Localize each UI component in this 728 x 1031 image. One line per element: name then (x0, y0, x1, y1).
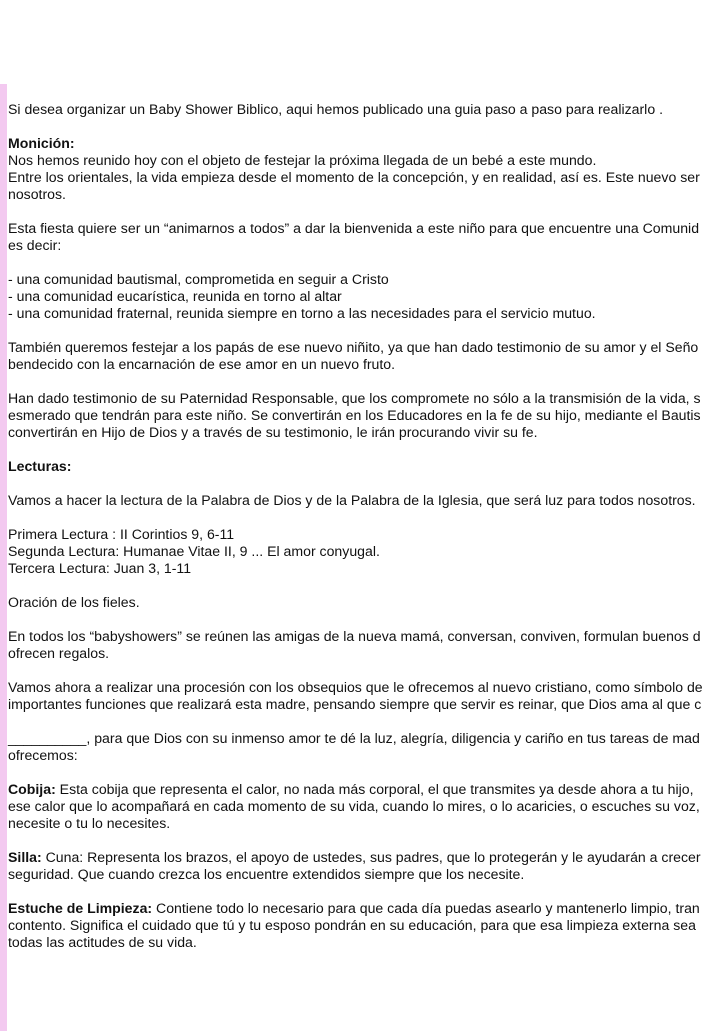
silla-line: Silla: Cuna: Representa los brazos, el apoyo de ustedes, sus padres, que lo protegerán y le ayudarán a crecer (8, 849, 701, 865)
dedicatoria-line: __________, para que Dios con su inmenso amor te dé la luz, alegría, diligencia y cariño en tus tareas de mad (8, 730, 700, 746)
babyshowers-line: ofrecen regalos. (8, 645, 110, 661)
fiesta-line: Esta fiesta quiere ser un “animarnos a todos” a dar la bienvenida a este niño para que encuentre una Comunid (8, 220, 700, 236)
lectura-item: Segunda Lectura: Humanae Vitae II, 9 ... El amor conyugal. (8, 543, 380, 559)
document-body (8, 101, 728, 951)
monicion-line: nosotros. (8, 186, 66, 202)
monicion-line: Nos hemos reunido hoy con el objeto de festejar la próxima llegada de un bebé a este mundo. (8, 152, 597, 168)
babyshowers-line: En todos los “babyshowers” se reúnen las amigas de la nueva mamá, conversan, conviven, formulan buenos d (8, 628, 701, 644)
testimonio-line: Han dado testimonio de su Paternidad Responsable, que los compromete no sólo a la transmisión de la vida, s (8, 390, 701, 406)
pink-margin-bar (0, 84, 7, 1031)
silla-line: seguridad. Que cuando crezca los encuentre extendidos siempre que los necesite. (8, 866, 525, 882)
monicion-line: Entre los orientales, la vida empieza desde el momento de la concepción, y en realidad, así es. Este nuevo ser (8, 169, 700, 185)
estuche-line: Estuche de Limpieza: Contiene todo lo necesario para que cada día puedas asearlo y mantenerlo limpio, tran (8, 900, 700, 916)
cobija-label: Cobija: (8, 781, 56, 797)
oracion-text: Oración de los fieles. (8, 594, 140, 610)
cobija-line: Cobija: Esta cobija que representa el calor, no nada más corporal, el que transmites ya desde ahora a tu hijo, (8, 781, 694, 797)
festejar-line: También queremos festejar a los papás de ese nuevo niñito, ya que han dado testimonio de su amor y el Seño (8, 339, 699, 355)
comunidad-item: - una comunidad fraternal, reunida siempre en torno a las necesidades para el servicio mutuo. (8, 305, 596, 321)
procesion-line: Vamos ahora a realizar una procesión con los obsequios que le ofrecemos al nuevo cristiano, como símbolo de (8, 679, 703, 695)
estuche-label: Estuche de Limpieza: (8, 900, 153, 916)
comunidad-item: - una comunidad bautismal, comprometida en seguir a Cristo (8, 271, 389, 287)
cobija-line: ese calor que lo acompañará en cada momento de su vida, cuando lo mires, o lo acaricies, o escuches su voz, (8, 798, 700, 814)
testimonio-line: convertirán en Hijo de Dios y a través de su testimonio, le irán procurando vivir su fe. (8, 424, 538, 440)
silla-label: Silla: (8, 849, 42, 865)
comunidad-item: - una comunidad eucarística, reunida en torno al altar (8, 288, 342, 304)
procesion-line: importantes funciones que realizará esta madre, pensando siempre que servir es reinar, que Dios ama al que c (8, 696, 702, 712)
cobija-line: necesite o tu lo necesites. (8, 815, 171, 831)
lectura-item: Tercera Lectura: Juan 3, 1-11 (8, 560, 192, 576)
dedicatoria-line: ofrecemos: (8, 747, 78, 763)
lecturas-heading: Lecturas: (8, 458, 72, 474)
monicion-heading: Monición: (8, 135, 75, 151)
estuche-line: todas las actitudes de su vida. (8, 934, 197, 950)
estuche-line: contento. Significa el cuidado que tú y tu esposo pondrán en su educación, para que esa limpieza externa sea (8, 917, 696, 933)
festejar-line: bendecido con la encarnación de ese amor en un nuevo fruto. (8, 356, 396, 372)
fiesta-line: es decir: (8, 237, 62, 253)
intro-text: Si desea organizar un Baby Shower Biblico, aqui hemos publicado una guia paso a paso para realizarlo . (8, 101, 663, 117)
testimonio-line: esmerado que tendrán para este niño. Se convertirán en los Educadores en la fe de su hijo, mediante el Bautis (8, 407, 701, 423)
lecturas-intro: Vamos a hacer la lectura de la Palabra de Dios y de la Palabra de la Iglesia, que será luz para todos nosotros. (8, 492, 696, 508)
lectura-item: Primera Lectura : II Corintios 9, 6-11 (8, 526, 235, 542)
